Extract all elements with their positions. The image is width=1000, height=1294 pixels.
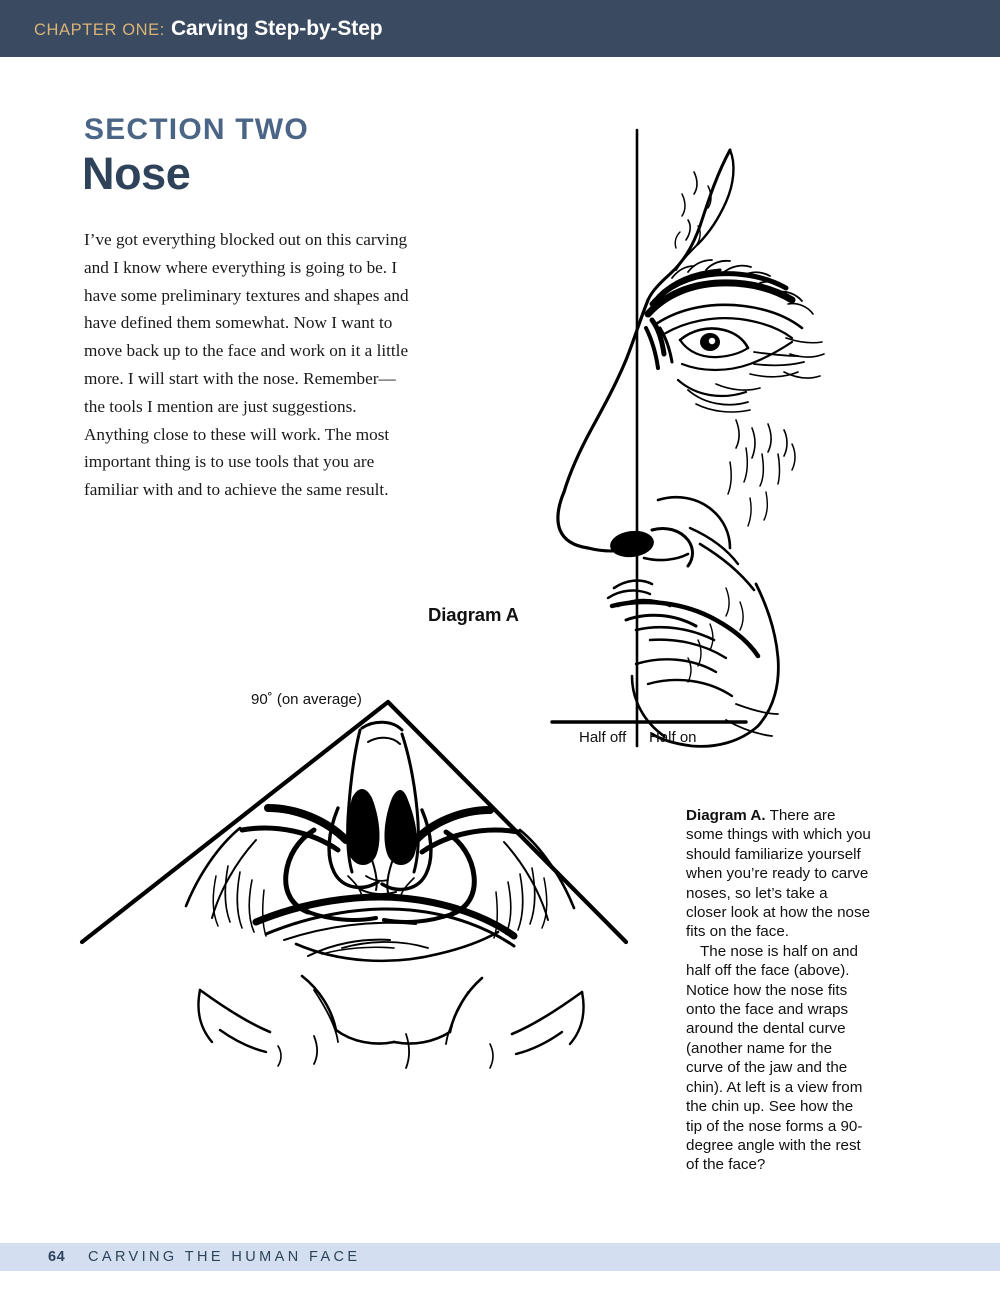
diagram-a-label: Diagram A (428, 604, 519, 625)
section-kicker: SECTION TWO (84, 113, 309, 146)
nose-underside-illustration (70, 690, 640, 1095)
face-profile-illustration (540, 128, 1000, 753)
chapter-header-bar (0, 0, 1000, 57)
caption-lead: Diagram A. (686, 807, 766, 824)
caption-paragraph-2: The nose is half on and half off the face (above). Notice how the nose fits onto the face and wraps around the dental curve (another name for the curve of the jaw and the chin). At left is a view from the chin up. See how the tip of the nose forms a 90-degree angle with the rest of the face? (686, 942, 863, 1174)
half-on-label: Half on (649, 729, 697, 746)
caption-paragraph-1 (686, 806, 871, 942)
diagram-a-caption (686, 806, 871, 1175)
body-paragraph: I’ve got everything blocked out on this carving and I know where everything is going to be. I have some preliminary textures and shapes and have defined them somewhat. Now I want to move back up to the face and work on it a little more. I will start with the nose. Remember—the tools I mention are just suggestions. Anything close to these will work. The most important thing is to use tools that you are familiar with and to achieve the same result. (84, 230, 409, 500)
book-title-footer: CARVING THE HUMAN FACE (88, 1249, 361, 1265)
angle-annotation-label: 90˚ (on average) (251, 691, 362, 708)
page-title: Nose (82, 148, 191, 199)
page-number: 64 (48, 1249, 66, 1265)
chapter-title: Carving Step-by-Step (170, 17, 383, 40)
caption-text-1: There are some things with which you should familiarize yourself when you’re ready to carve noses, so let’s take a closer look at how the nose fits on the face. (686, 807, 871, 941)
chapter-header-text (34, 17, 383, 41)
half-off-label: Half off (579, 729, 627, 746)
chapter-kicker: CHAPTER ONE: (34, 21, 165, 39)
